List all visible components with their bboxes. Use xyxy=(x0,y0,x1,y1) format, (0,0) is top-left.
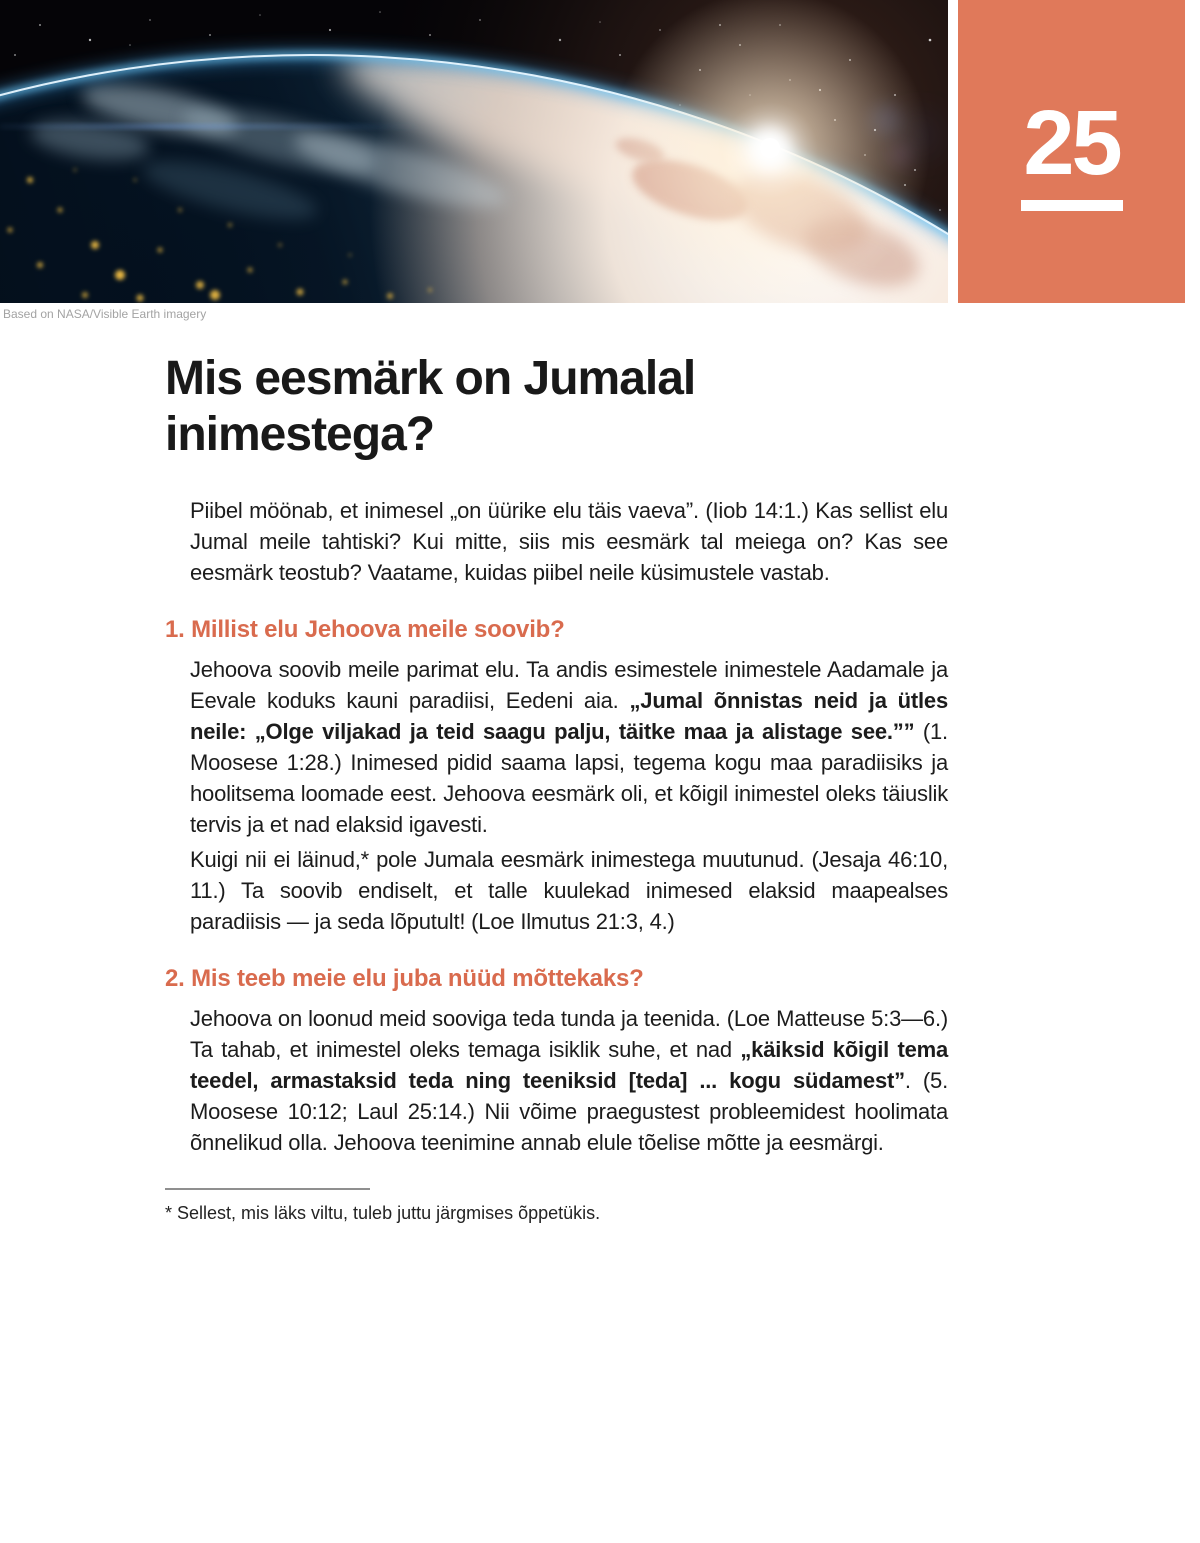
section-2-heading: 2. Mis teeb meie elu juba nüüd mõttekaks? xyxy=(165,965,644,992)
section-1-paragraph-1: Jehoova soovib meile parimat elu. Ta andis esimestele inimestele Aadamale ja Eevale koduks kauni paradiisi, Eedeni aia. „Jumal õnnistas neid ja ütles neile: „Olge viljakad ja teid saagu palju, täitke maa ja alistage see.”” (1. Moosese 1:28.) Inimesed pidid saama lapsi, tegema kogu maa paradiisiks ja hoolitsema loomade eest. Jehoova eesmärk oli, et kõigil inimestel oleks täiuslik tervis ja et nad elaksid igavesti. xyxy=(190,657,948,837)
section-1-paragraph-2: Kuigi nii ei läinud,* pole Jumala eesmärk inimestega muutunud. (Jesaja 46:10, 11.) Ta soovib endiselt, et talle kuulekad inimesed elaksid maapealses paradiisis — ja seda lõputult! (Loe Ilmutus 21:3, 4.) xyxy=(190,847,948,934)
footnote-rule xyxy=(165,1188,370,1190)
hero xyxy=(0,0,1200,303)
section-2-paragraph-1: Jehoova on loonud meid sooviga teda tunda ja teenida. (Loe Matteuse 5:3—6.) Ta tahab, et inimestel oleks temaga isiklik suhe, et nad „käiksid kõigil tema teedel, armastaksid teda ning teeniksid [teda] ... kogu südamest”. (5. Moosese 10:12; Laul 25:14.) Nii võime praegustest probleemidest hoolimata õnnelikud olla. Jehoova teenimine annab elule tõelise mõtte ja eesmärgi. xyxy=(190,1006,948,1155)
chapter-number: 25 xyxy=(1023,92,1120,194)
page-title: Mis eesmärk on Jumalal inimestega? xyxy=(165,352,696,461)
image-caption: Based on NASA/Visible Earth imagery xyxy=(3,307,207,321)
chapter-number-badge xyxy=(958,0,1185,303)
section-1-heading: 1. Millist elu Jehoova meile soovib? xyxy=(165,616,565,643)
intro-paragraph: Piibel möönab, et inimesel „on üürike elu täis vaeva”. (Iiob 14:1.) Kas sellist elu Jumal meile tahtiski? Kui mitte, siis mis eesmärk tal meiega on? Kas see eesmärk teostub? Vaatame, kuidas piibel neile küsimustele vastab. xyxy=(190,498,948,585)
chapter-underline xyxy=(1021,200,1123,211)
article-body xyxy=(0,351,948,1225)
earth-from-space-photo xyxy=(0,0,948,303)
footnote-text: * Sellest, mis läks viltu, tuleb juttu järgmises õppetükis. xyxy=(165,1203,601,1223)
